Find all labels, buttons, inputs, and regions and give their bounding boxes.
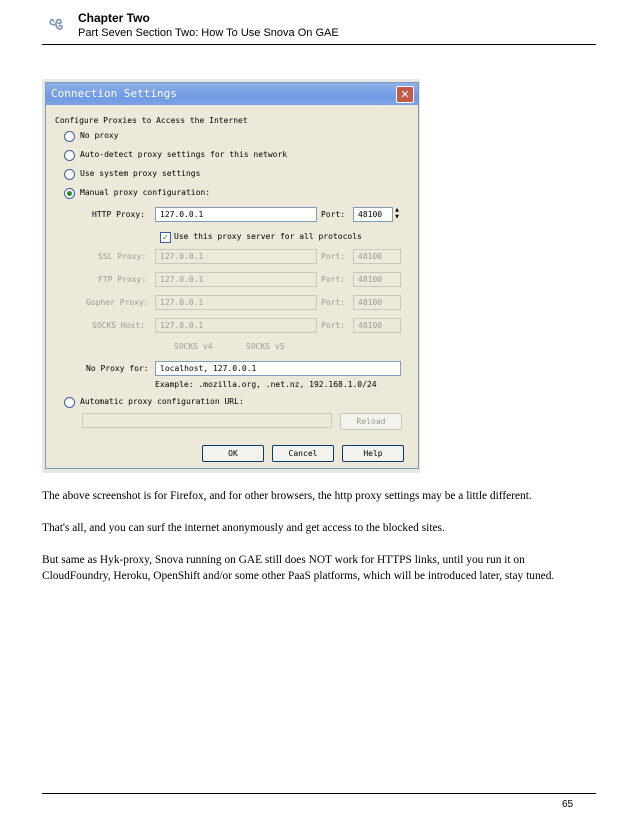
- manual-proxy-label: Manual proxy configuration:: [80, 188, 211, 197]
- radio-no-proxy[interactable]: [64, 131, 75, 142]
- connection-settings-dialog: [45, 82, 419, 469]
- page-number: 65: [562, 799, 574, 810]
- ftp-proxy-input[interactable]: 127.0.0.1: [155, 272, 317, 287]
- use-all-protocols-checkbox[interactable]: ✓: [160, 232, 171, 243]
- screenshot-frame: [42, 79, 420, 473]
- http-proxy-label: HTTP Proxy:: [92, 210, 145, 219]
- socks-port-input[interactable]: 48100: [353, 318, 401, 333]
- radio-system-proxy[interactable]: [64, 169, 75, 180]
- triple-spiral-logo-icon: [44, 12, 68, 36]
- auto-config-url-label: Automatic proxy configuration URL:: [80, 397, 244, 406]
- http-port-label: Port:: [321, 210, 346, 219]
- gopher-proxy-label: Gopher Proxy:: [86, 298, 149, 307]
- system-proxy-label: Use system proxy settings: [80, 169, 201, 178]
- ftp-port-label: Port:: [321, 275, 346, 284]
- reload-button[interactable]: Reload: [340, 413, 402, 430]
- auto-config-url-input[interactable]: [82, 413, 332, 428]
- auto-detect-label: Auto-detect proxy settings for this network: [80, 150, 288, 159]
- socks-v5-option[interactable]: SOCKS v5: [246, 342, 285, 351]
- ssl-proxy-input[interactable]: 127.0.0.1: [155, 249, 317, 264]
- paragraph-2: That's all, and you can surf the internet anonymously and get access to the blocked sites.: [42, 522, 445, 534]
- help-button[interactable]: Help: [342, 445, 404, 462]
- ftp-proxy-label: FTP Proxy:: [98, 275, 147, 284]
- ftp-port-input[interactable]: 48100: [353, 272, 401, 287]
- no-proxy-label: No proxy: [80, 131, 119, 140]
- group-label: Configure Proxies to Access the Internet: [55, 116, 248, 125]
- radio-auto-config-url[interactable]: [64, 397, 75, 408]
- no-proxy-for-input[interactable]: localhost, 127.0.0.1: [155, 361, 401, 376]
- ssl-proxy-label: SSL Proxy:: [98, 252, 147, 261]
- example-hint: Example: .mozilla.org, .net.nz, 192.168.1.0/24: [155, 380, 377, 389]
- chapter-title: Chapter Two: [78, 11, 150, 25]
- paragraph-1: The above screenshot is for Firefox, and for other browsers, the http proxy settings may be a little different.: [42, 490, 532, 502]
- ssl-port-input[interactable]: 48100: [353, 249, 401, 264]
- socks-host-label: SOCKS Host:: [92, 321, 145, 330]
- port-spinner-icon[interactable]: ▲ ▼: [395, 207, 399, 220]
- dialog-titlebar: [46, 83, 418, 105]
- gopher-proxy-input[interactable]: 127.0.0.1: [155, 295, 317, 310]
- gopher-port-label: Port:: [321, 298, 346, 307]
- radio-manual-proxy[interactable]: [64, 188, 75, 199]
- cancel-button[interactable]: Cancel: [272, 445, 334, 462]
- ok-button[interactable]: OK: [202, 445, 264, 462]
- socks-port-label: Port:: [321, 321, 346, 330]
- section-subtitle: Part Seven Section Two: How To Use Snova On GAE: [78, 27, 339, 39]
- socks-host-input[interactable]: 127.0.0.1: [155, 318, 317, 333]
- http-proxy-input[interactable]: 127.0.0.1: [155, 207, 317, 222]
- paragraph-3: But same as Hyk-proxy, Snova running on GAE still does NOT work for HTTPS links, until you run it on CloudFoundry, Heroku, OpenShift and/or some other PaaS platforms, which will be introduced later, stay tuned.: [42, 554, 555, 582]
- header-divider: [42, 44, 596, 45]
- radio-auto-detect[interactable]: [64, 150, 75, 161]
- use-all-protocols-label: Use this proxy server for all protocols: [174, 232, 362, 241]
- dialog-title: Connection Settings: [51, 87, 177, 100]
- close-icon[interactable]: ✕: [396, 86, 414, 103]
- http-port-input[interactable]: 48100: [353, 207, 393, 222]
- footer-divider: [42, 793, 596, 794]
- no-proxy-for-label: No Proxy for:: [86, 364, 149, 373]
- socks-v4-option[interactable]: SOCKS v4: [174, 342, 213, 351]
- ssl-port-label: Port:: [321, 252, 346, 261]
- gopher-port-input[interactable]: 48100: [353, 295, 401, 310]
